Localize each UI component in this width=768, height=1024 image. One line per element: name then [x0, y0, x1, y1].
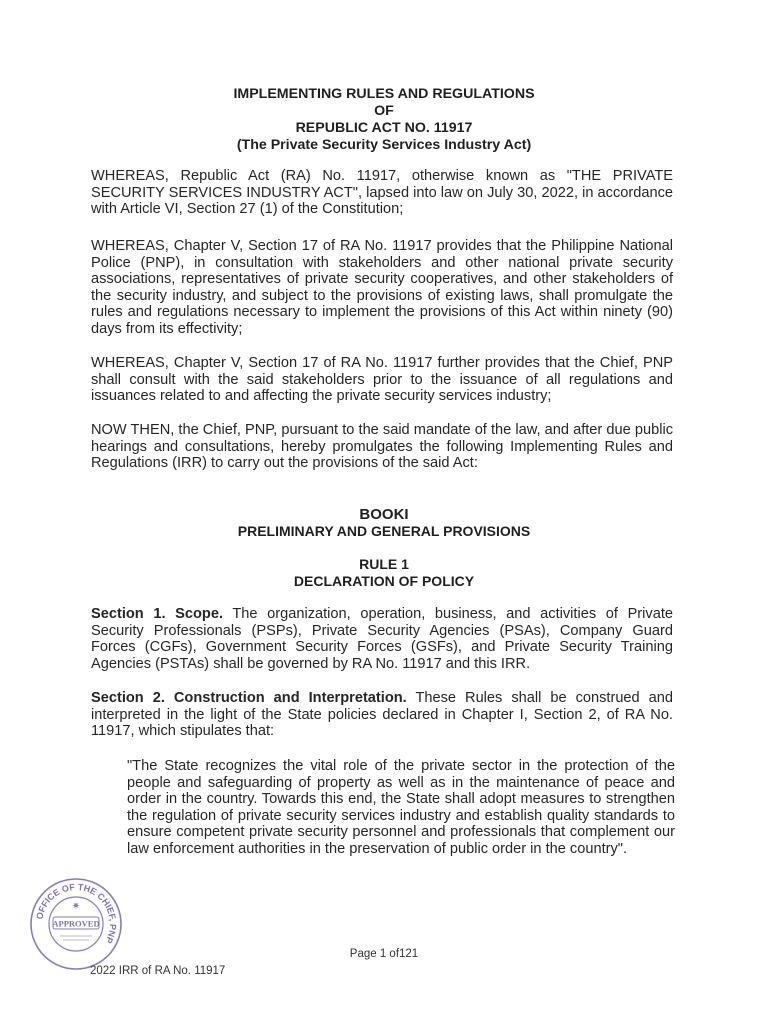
title-line-1: IMPLEMENTING RULES AND REGULATIONS	[233, 86, 535, 102]
section-2-heading: Section 2. Construction and Interpretation.	[91, 690, 407, 706]
title-line-2: OF	[374, 103, 394, 119]
book-label: BOOKI	[359, 506, 409, 523]
section-1	[91, 606, 673, 672]
stamp-approved-text: APPROVED	[52, 918, 100, 929]
section-1-heading: Section 1. Scope.	[91, 606, 223, 622]
stamp-ring-text: OFFICE OF THE CHIEF, PNP	[34, 881, 119, 945]
page-number: Page 1 of121	[349, 948, 419, 960]
stamp-star-icon: ✷	[71, 901, 81, 912]
whereas-paragraph-2: WHEREAS, Chapter V, Section 17 of RA No. 11917 provides that the Philippine National Police (PNP), in consultation with stakeholders and other national private security associations, representatives of private security cooperatives, and other stakeholders of the security industry, and subject to the provisions of existing laws, shall promulgate the rules and regulations necessary to implement the provisions of this Act within ninety (90) days from its effectivity;	[91, 238, 673, 337]
policy-quote: "The State recognizes the vital role of the private sector in the protection of the people and safeguarding of property as well as in the maintenance of peace and order in the country. Towards this end, the State shall adopt measures to strengthen the regulation of private security services industry and establish quality standards to ensure competent private security personnel and professionals that complement our law enforcement authorities in the preservation of public order in the country".	[127, 758, 675, 857]
section-2-text: These Rules shall be construed and interpreted in the light of the State policies declared in Chapter I, Section 2, of RA No. 11917, which stipulates that:	[91, 690, 674, 740]
book-subtitle: PRELIMINARY AND GENERAL PROVISIONS	[237, 523, 531, 539]
whereas-paragraph-3: WHEREAS, Chapter V, Section 17 of RA No. 11917 further provides that the Chief, PNP shall consult with the said stakeholders prior to the issuance of all regulations and issuances related to and affecting the private security services industry;	[91, 355, 673, 405]
document-title	[0, 86, 768, 154]
rule-label: RULE 1	[359, 556, 409, 572]
section-2	[91, 690, 673, 740]
title-line-3: REPUBLIC ACT NO. 11917	[295, 120, 473, 136]
section-1-text: The organization, operation, business, and activities of Private Security Professionals (PSPs), Private Security Agencies (PSAs), Company Guard Forces (CGFs), Government Security Forces (GSFs), and Private Security Training Agencies (PSTAs) shall be governed by RA No. 11917 and this IRR.	[91, 606, 673, 672]
whereas-paragraph-1: WHEREAS, Republic Act (RA) No. 11917, otherwise known as "THE PRIVATE SECURITY SERVICES INDUSTRY ACT", lapsed into law on July 30, 2022, in accordance with Article VI, Section 27 (1) of the Constitution;	[91, 168, 673, 218]
title-line-4: (The Private Security Services Industry Act)	[236, 137, 532, 153]
document-footer: 2022 IRR of RA No. 11917	[90, 965, 226, 977]
rule-subtitle: DECLARATION OF POLICY	[293, 573, 475, 589]
now-then-paragraph: NOW THEN, the Chief, PNP, pursuant to the said mandate of the law, and after due public hearings and consultations, hereby promulgates the following Implementing Rules and Regulations (IRR) to carry out the provisions of the said Act:	[91, 422, 673, 472]
